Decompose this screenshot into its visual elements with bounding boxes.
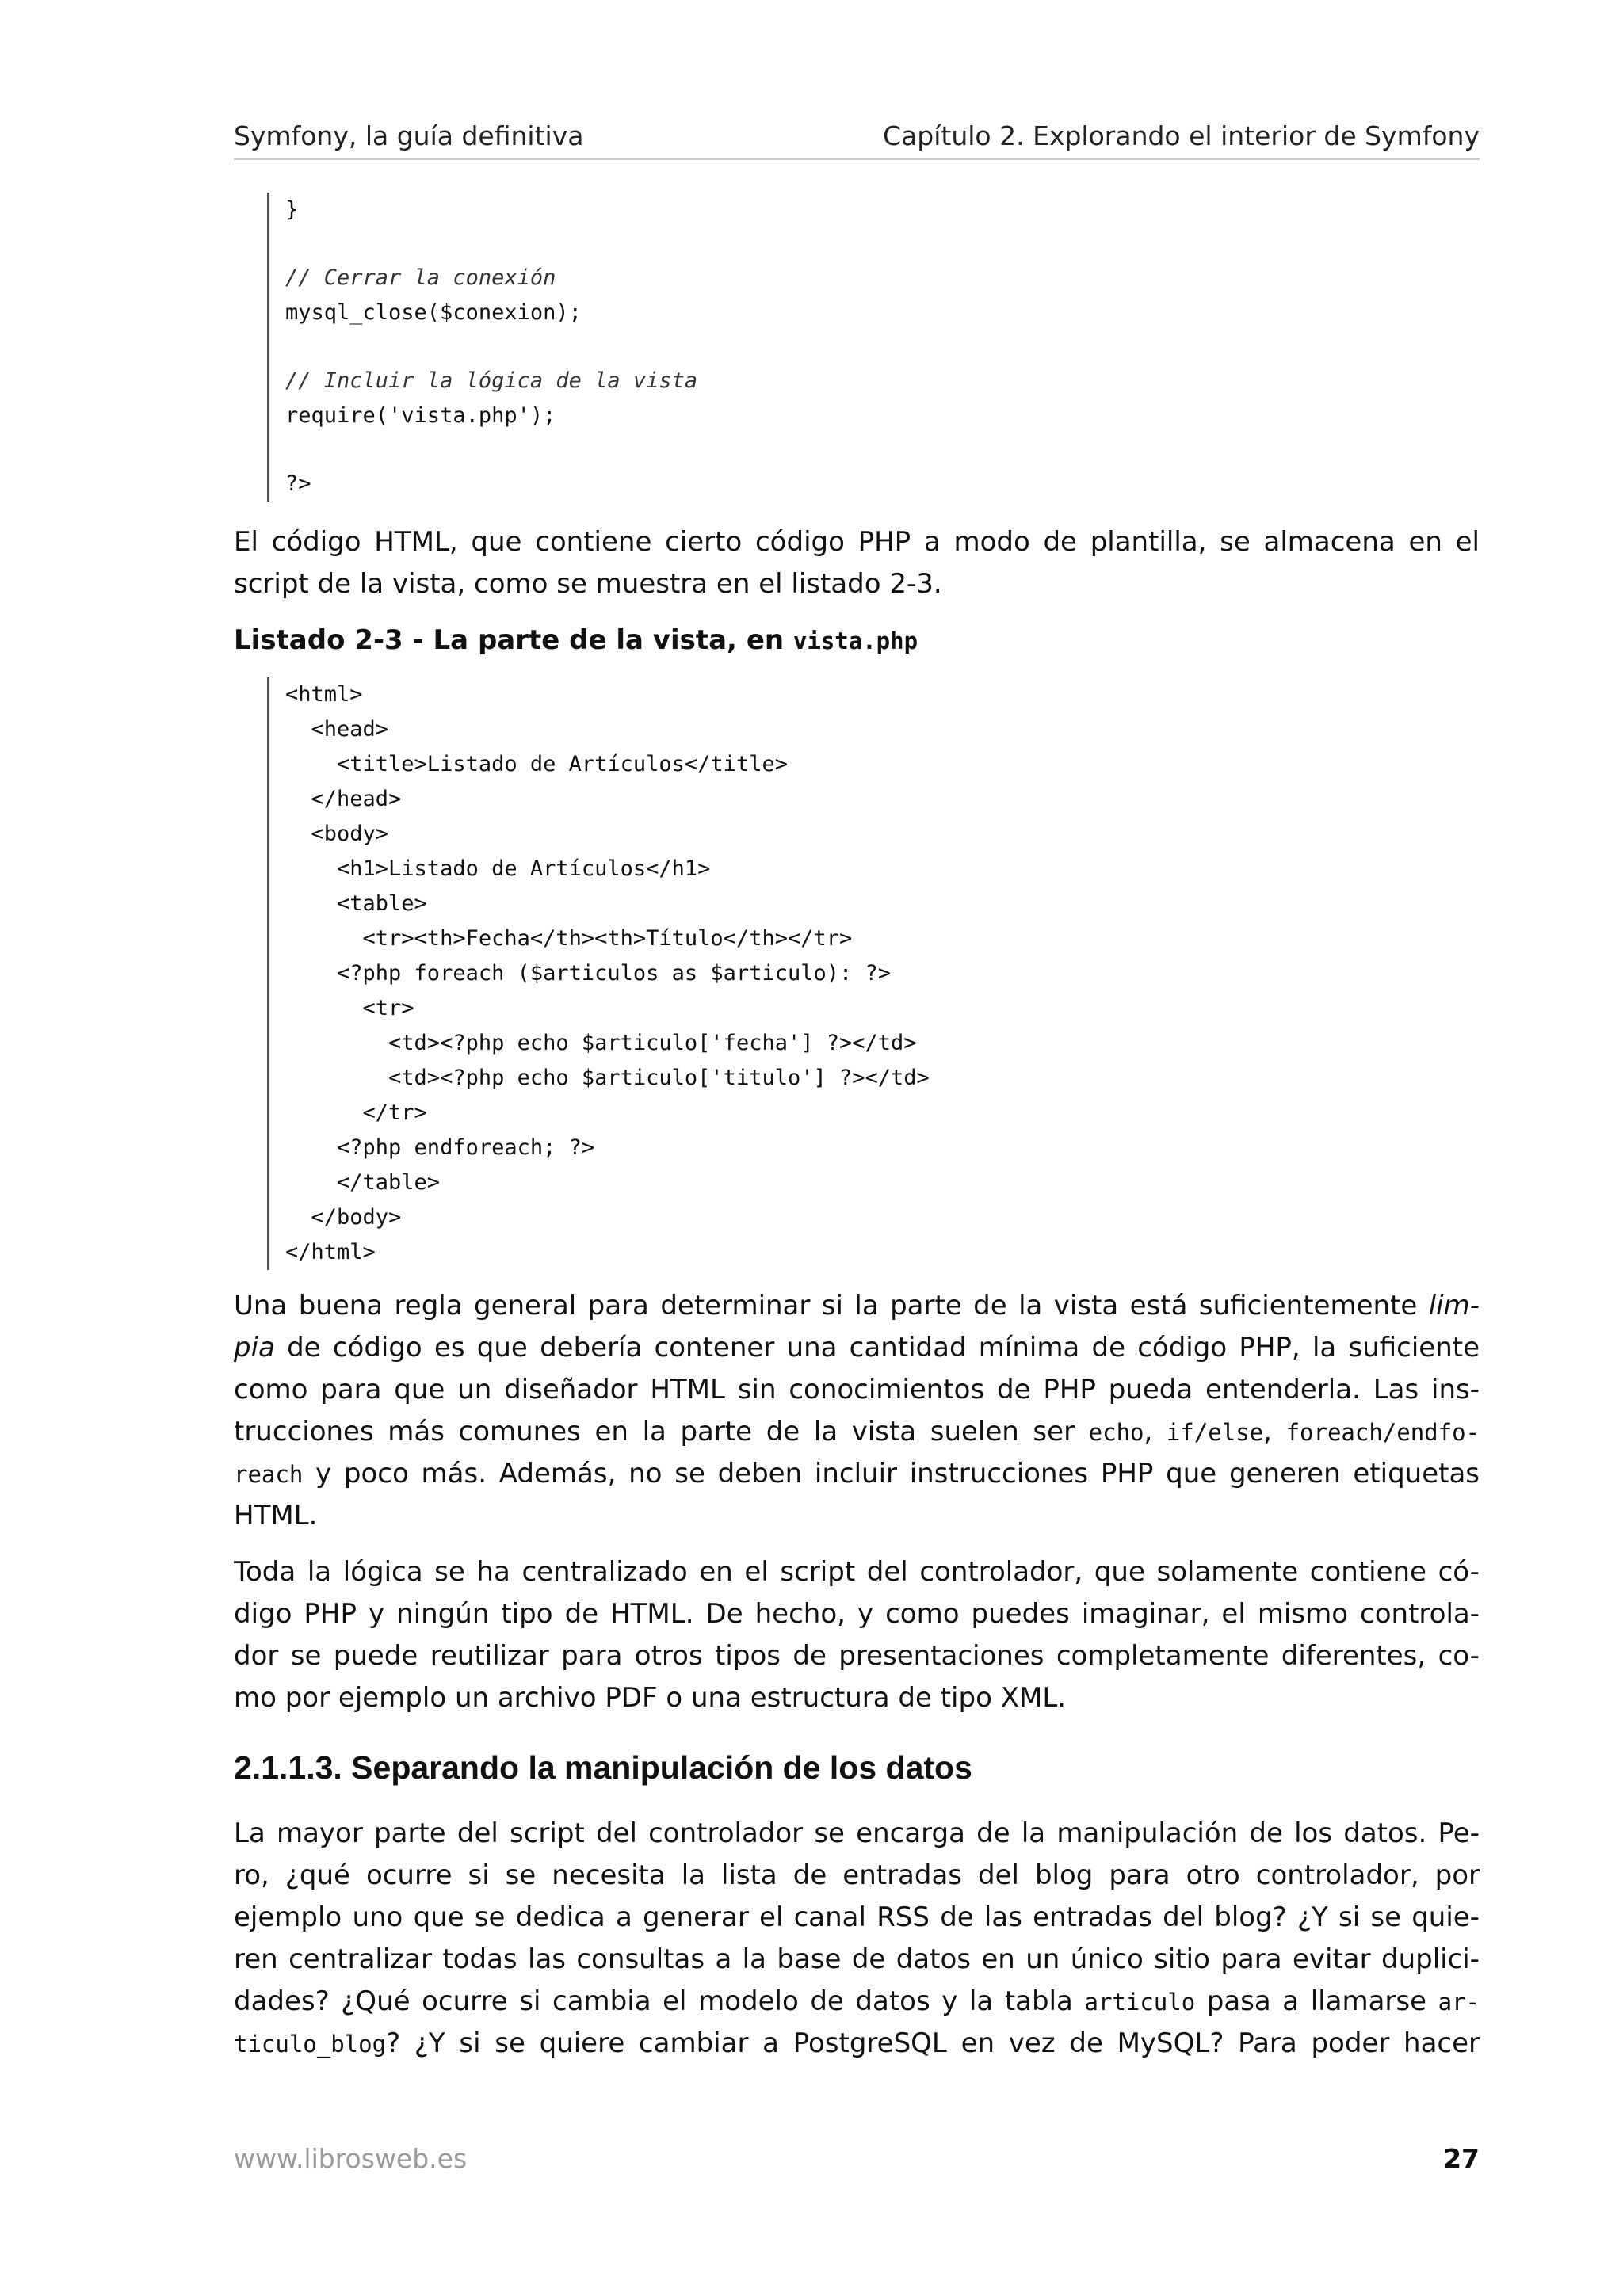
code-line: <title>Listado de Artículos</title> <box>285 752 788 776</box>
paragraph-1 <box>234 521 1480 605</box>
section-heading: 2.1.1.3. Separando la manipulación de los datos <box>234 1749 972 1786</box>
listing-caption <box>234 624 918 656</box>
running-header <box>234 117 1480 160</box>
inline-code: ar- <box>1438 1989 1480 2016</box>
code-line: </html> <box>285 1240 376 1264</box>
code-line: </tr> <box>285 1100 427 1125</box>
inline-code: reach <box>234 1461 304 1488</box>
text-line <box>234 1453 1480 1495</box>
text-line: mo por ejemplo un archivo PDF o una estructura de tipo XML. <box>234 1682 1067 1714</box>
text-run: trucciones más comunes en la parte de la vista suelen ser <box>234 1416 1089 1447</box>
emphasis: pia <box>234 1332 275 1363</box>
code-line: <table> <box>285 891 427 916</box>
code-line: </head> <box>285 787 402 811</box>
text-run: y poco más. Además, no se deben incluir instrucciones PHP que generen etiquetas <box>303 1458 1480 1489</box>
text-line: Toda la lógica se ha centralizado en el script del controlador, que solamente contiene có- <box>234 1556 1480 1588</box>
inline-code: foreach/endfo- <box>1285 1419 1480 1446</box>
text-line <box>234 1981 1480 2023</box>
emphasis: lim- <box>1428 1290 1480 1322</box>
text-line <box>234 2023 1480 2065</box>
running-footer <box>234 2143 1480 2183</box>
site-url: www.librosweb.es <box>234 2143 468 2174</box>
paragraph-4 <box>234 1813 1480 2065</box>
code-line: <h1>Listado de Artículos</h1> <box>285 856 711 881</box>
text-line: script de la vista, como se muestra en el listado 2-3. <box>234 568 942 600</box>
code-line: require('vista.php'); <box>285 403 556 428</box>
text-line: ejemplo uno que se dedica a generar el canal RSS de las entradas del blog? ¿Y si se quie- <box>234 1901 1480 1933</box>
code-comment: // Cerrar la conexión <box>285 265 556 290</box>
text-line: dor se puede reutilizar para otros tipos de presentaciones completamente diferentes, co- <box>234 1640 1480 1672</box>
book-title: Symfony, la guía definitiva <box>234 120 584 151</box>
text-line: ren centralizar todas las consultas a la base de datos en un único sitio para evitar duplici- <box>234 1943 1480 1975</box>
text-run: , <box>1144 1416 1167 1447</box>
text-line <box>234 1411 1480 1453</box>
code-line <box>285 227 697 261</box>
code-block-2 <box>267 677 930 1270</box>
code-line: </table> <box>285 1170 441 1195</box>
code-line: ?> <box>285 471 311 496</box>
code-line: mysql_close($conexion); <box>285 300 582 325</box>
text-run: Una buena regla general para determinar si la parte de la vista está suficientemente <box>234 1290 1429 1322</box>
text-line: La mayor parte del script del controlador se encarga de la manipulación de los datos. Pe- <box>234 1817 1480 1849</box>
code-block-1 <box>267 193 697 502</box>
code-line: } <box>285 197 299 222</box>
paragraph-3 <box>234 1551 1480 1719</box>
code-line: <td><?php echo $articulo['titulo'] ?></td> <box>285 1066 930 1090</box>
chapter-title: Capítulo 2. Explorando el interior de Symfony <box>883 120 1480 151</box>
code-line: <head> <box>285 717 389 742</box>
page-number: 27 <box>1443 2143 1480 2174</box>
text-run: pasa a llamarse <box>1195 1985 1438 2017</box>
text-run: dades? ¿Qué ocurre si cambia el modelo de datos y la tabla <box>234 1985 1085 2017</box>
code-line: <tr><th>Fecha</th><th>Título</th></tr> <box>285 926 853 951</box>
text-line: El código HTML, que contiene cierto código PHP a modo de plantilla, se almacena en el <box>234 526 1480 558</box>
inline-code: echo <box>1088 1419 1144 1446</box>
text-run: , <box>1263 1416 1286 1447</box>
code-comment: // Incluir la lógica de la vista <box>285 368 698 393</box>
code-line: <?php foreach ($articulos as $articulo): ?> <box>285 961 892 986</box>
text-run: de código es que debería contener una cantidad mínima de código PHP, la suficiente <box>274 1332 1480 1363</box>
code-line: <html> <box>285 682 363 707</box>
text-line <box>234 1285 1480 1327</box>
text-line: ro, ¿qué ocurre si se necesita la lista de entradas del blog para otro controlador, por <box>234 1859 1480 1891</box>
inline-code: if/else <box>1166 1419 1264 1446</box>
text-line <box>234 1327 1480 1369</box>
paragraph-2 <box>234 1285 1480 1537</box>
text-line: HTML. <box>234 1500 318 1531</box>
text-run: ? ¿Y si se quiere cambiar a PostgreSQL en vez de MySQL? Para poder hacer <box>386 2027 1480 2059</box>
code-line: </body> <box>285 1205 402 1230</box>
listing-filename: vista.php <box>792 627 918 654</box>
code-line: <tr> <box>285 996 414 1020</box>
code-line: <body> <box>285 822 389 846</box>
inline-code: ticulo_blog <box>234 2031 387 2058</box>
code-line <box>285 433 697 467</box>
text-line: como para que un diseñador HTML sin conocimientos de PHP pueda entenderla. Las ins- <box>234 1374 1480 1405</box>
listing-caption-text: Listado 2-3 - La parte de la vista, en <box>234 624 793 656</box>
text-line: digo PHP y ningún tipo de HTML. De hecho, y como puedes imaginar, el mismo controla- <box>234 1598 1480 1630</box>
code-line <box>285 330 697 364</box>
inline-code: articulo <box>1084 1989 1196 2016</box>
code-line: <td><?php echo $articulo['fecha'] ?></td> <box>285 1031 917 1055</box>
code-line: <?php endforeach; ?> <box>285 1135 595 1160</box>
